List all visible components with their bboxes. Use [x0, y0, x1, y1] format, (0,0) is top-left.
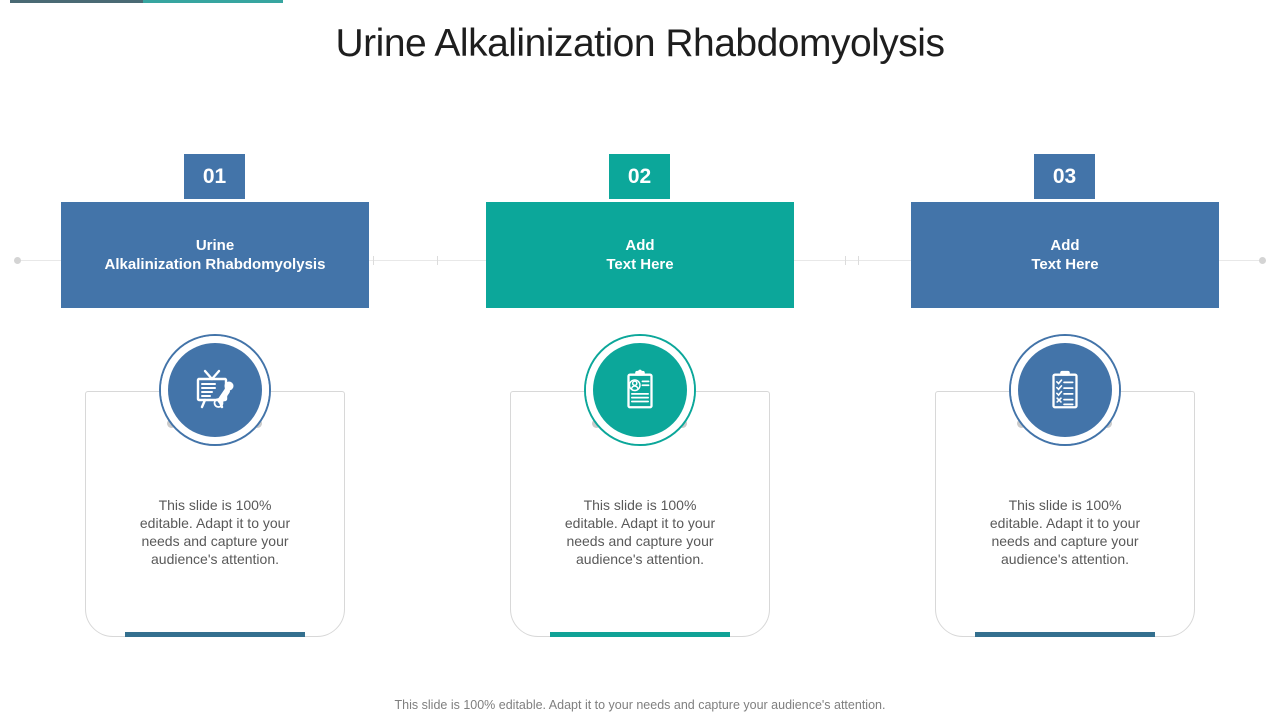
connector-tick: [845, 256, 846, 265]
description-text: [104, 496, 326, 568]
description-text: [954, 496, 1176, 568]
description-line: This slide is 100%: [1008, 497, 1122, 513]
description-line: This slide is 100%: [583, 497, 697, 513]
step-title-line1: Urine: [195, 237, 235, 254]
connector-end-dot-left: [14, 257, 21, 264]
clipboard-checklist-icon: [1018, 343, 1112, 437]
step-title-line2: Text Here: [1031, 256, 1099, 273]
step-number-badge: 02: [609, 154, 670, 199]
step-column-3: [905, 0, 1225, 680]
description-line: editable. Adapt it to your: [139, 515, 291, 531]
description-line: audience's attention.: [576, 551, 704, 567]
slide-footer-note: This slide is 100% editable. Adapt it to your needs and capture your audience's attention.: [394, 698, 886, 712]
description-line: editable. Adapt it to your: [989, 515, 1141, 531]
step-title-line1: Add: [1050, 237, 1080, 254]
slide-title: Urine Alkalinization Rhabdomyolysis: [335, 22, 945, 65]
step-title-line2: Alkalinization Rhabdomyolysis: [104, 256, 326, 273]
connector-end-dot-right: [1259, 257, 1266, 264]
description-line: editable. Adapt it to your: [564, 515, 716, 531]
step-column-2: [480, 0, 800, 680]
step-title-bar: [911, 202, 1219, 308]
step-title-bar: [486, 202, 794, 308]
description-line: needs and capture your: [991, 533, 1139, 549]
description-line: This slide is 100%: [158, 497, 272, 513]
step-number-badge: 03: [1034, 154, 1095, 199]
description-line: audience's attention.: [151, 551, 279, 567]
step-column-1: [55, 0, 375, 680]
connector-tick: [373, 256, 374, 265]
step-title-line2: Text Here: [606, 256, 674, 273]
clipboard-user-icon: [593, 343, 687, 437]
presentation-board-mic-icon: [168, 343, 262, 437]
card-accent-underline: [550, 632, 730, 637]
connector-tick: [858, 256, 859, 265]
description-line: needs and capture your: [566, 533, 714, 549]
step-title-line1: Add: [625, 237, 655, 254]
step-number-badge: 01: [184, 154, 245, 199]
card-accent-underline: [125, 632, 305, 637]
step-title-bar: [61, 202, 369, 308]
connector-tick: [437, 256, 438, 265]
description-line: needs and capture your: [141, 533, 289, 549]
card-accent-underline: [975, 632, 1155, 637]
description-text: [529, 496, 751, 568]
description-line: audience's attention.: [1001, 551, 1129, 567]
